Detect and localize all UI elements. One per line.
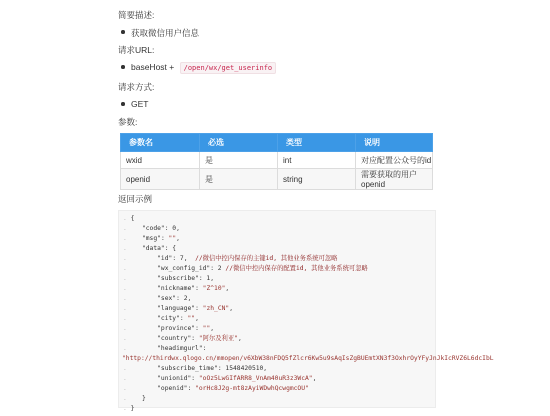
code-line: . } bbox=[123, 395, 146, 402]
code-line: . "province": "", bbox=[123, 325, 215, 332]
code-line: . "headimgurl": bbox=[123, 345, 207, 352]
url-prefix: baseHost + bbox=[131, 62, 175, 72]
table-row bbox=[121, 169, 433, 190]
section-heading-params: 参数: bbox=[118, 117, 138, 127]
table-cell: openid bbox=[121, 169, 200, 190]
table-cell: 对应配置公众号的id bbox=[356, 152, 433, 169]
section-heading-url: 请求URL: bbox=[118, 45, 155, 55]
code-line: . { bbox=[123, 215, 135, 222]
table-cell: 是 bbox=[200, 152, 278, 169]
code-line: . } bbox=[123, 405, 135, 412]
code-line: . "openid": "orHc8J2g-mt8zAyiWDwhQcwgmcOU" bbox=[123, 385, 309, 392]
table-cell: string bbox=[278, 169, 356, 190]
method-text: GET bbox=[131, 99, 149, 109]
url-item bbox=[131, 62, 276, 72]
code-line: . "sex": 2, bbox=[123, 295, 192, 302]
section-heading-example: 返回示例 bbox=[118, 194, 153, 204]
code-line: . "msg": "", bbox=[123, 235, 180, 242]
code-line: "http://thirdwx.qlogo.cn/mmopen/v6XbW38nFDQ5fZlcr6Kw5u9sAqIsZgBUEmtXN3f3OxhrOyYFyJnJkIcRVZ6L6dcIbL bbox=[122, 355, 494, 362]
code-line: . "unionid": "oOz5LwGIfARR8_VnAm40uR3z3WcA", bbox=[123, 375, 317, 382]
url-path-code: /open/wx/get_userinfo bbox=[180, 62, 277, 74]
code-line: . "id": 7, //微信中控内保存的主键id, 其他业务系统可忽略 bbox=[123, 255, 338, 262]
code-line: . "subscribe_time": 1548420510, bbox=[123, 365, 268, 372]
column-header: 说明 bbox=[356, 134, 433, 152]
code-line: . "wx_config_id": 2 //微信中控内保存的配置id, 其他业务系统可忽略 bbox=[123, 265, 368, 272]
column-header: 参数名 bbox=[121, 134, 200, 152]
response-example-code bbox=[118, 210, 494, 412]
table-cell: 是 bbox=[200, 169, 278, 190]
code-line: . "nickname": "Z^10", bbox=[123, 285, 230, 292]
bullet-dot bbox=[121, 102, 125, 106]
params-table bbox=[120, 133, 433, 190]
params-table-header bbox=[121, 134, 433, 152]
description-text: 获取微信用户信息 bbox=[131, 28, 200, 38]
table-row bbox=[121, 152, 433, 169]
bullet-dot bbox=[121, 65, 125, 69]
bullet-dot bbox=[121, 30, 125, 34]
code-line: . "code": 0, bbox=[123, 225, 180, 232]
method-item bbox=[131, 99, 148, 109]
column-header: 必选 bbox=[200, 134, 278, 152]
section-heading-description: 简要描述: bbox=[118, 10, 155, 20]
table-cell: int bbox=[278, 152, 356, 169]
table-cell: wxid bbox=[121, 152, 200, 169]
description-item bbox=[131, 27, 199, 39]
table-cell: 需要获取的用户openid bbox=[356, 169, 433, 190]
section-heading-method: 请求方式: bbox=[118, 82, 155, 92]
code-line: . "data": { bbox=[123, 245, 177, 252]
code-line: . "language": "zh_CN", bbox=[123, 305, 233, 312]
code-line: . "country": "阿尔及利亚", bbox=[123, 335, 242, 342]
code-line: . "subscribe": 1, bbox=[123, 275, 215, 282]
code-line: . "city": "", bbox=[123, 315, 199, 322]
column-header: 类型 bbox=[278, 134, 356, 152]
